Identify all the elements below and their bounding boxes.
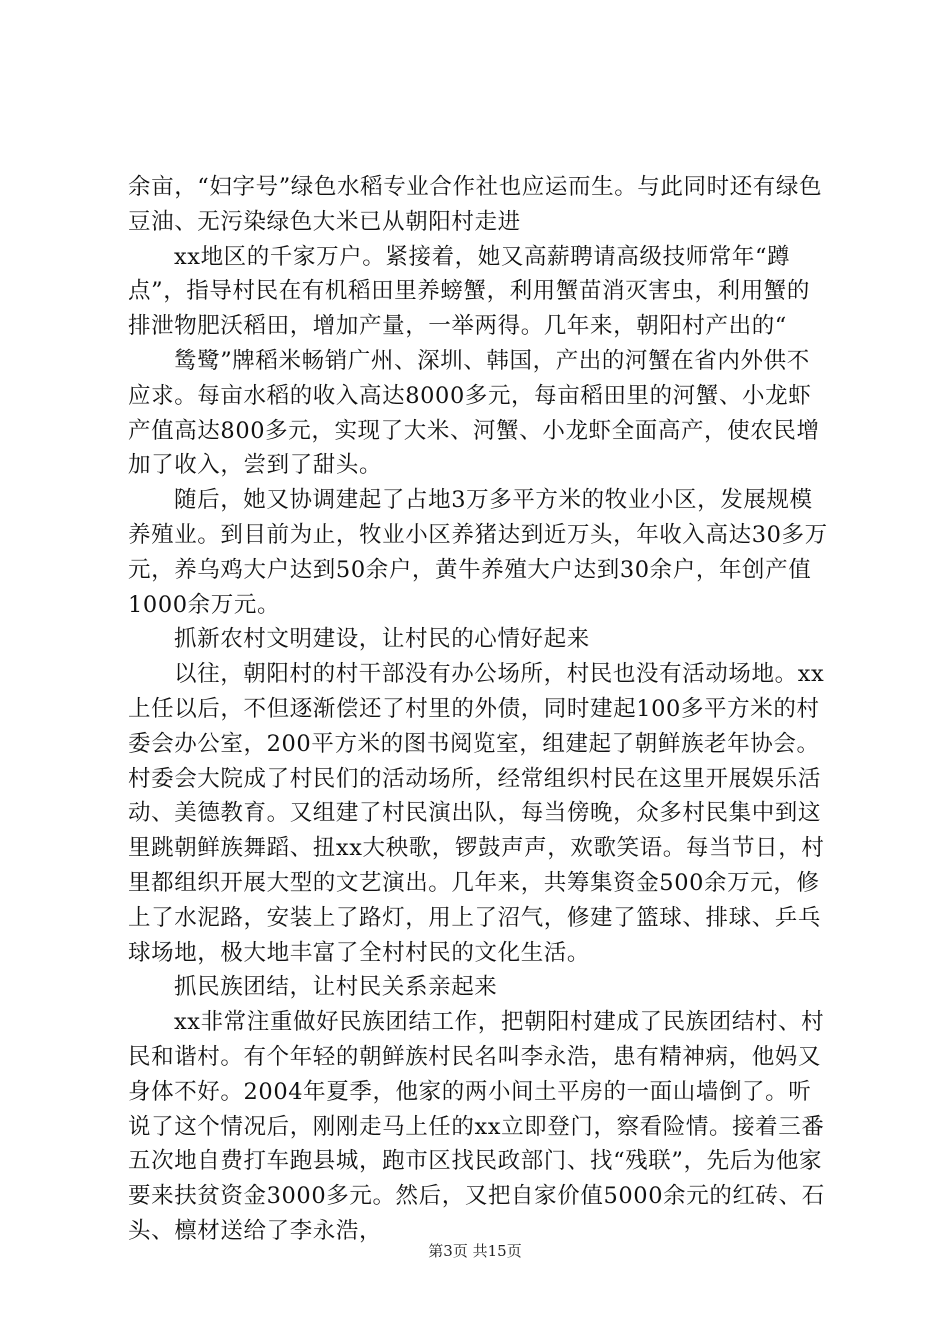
page-number-footer: 第3页 共15页 [428,1242,522,1260]
paragraph-1: 余亩，“妇字号”绿色水稻专业合作社也应运而生。与此同时还有绿色豆油、无污染绿色大米已从朝阳村走进 [128,174,823,235]
paragraph-4: 随后，她又协调建起了占地3万多平方米的牧业小区，发展规模养殖业。到目前为止，牧业小区养猪达到近万头，年收入高达30多万元，养乌鸡大户达到50余户，黄牛养殖大户达到30余户，年创产值1000余万元。 [128,487,828,618]
document-body [128,170,832,1249]
section-heading-unity: 抓民族团结，让村民关系亲起来 [174,974,498,1001]
section-heading-civilization: 抓新农村文明建设，让村民的心情好起来 [174,626,590,653]
paragraph-2: xx地区的千家万户。紧接着，她又高薪聘请高级技师常年“蹲点”，指导村民在有机稻田里养螃蟹，利用蟹苗消灭害虫，利用蟹的排泄物肥沃稻田，增加产量，一举两得。几年来，朝阳村产出的“ [128,243,811,340]
paragraph-8: xx非常注重做好民族团结工作，把朝阳村建成了民族团结村、村民和谐村。有个年轻的朝鲜族村民名叫李永浩，患有精神病，他妈又身体不好。2004年夏季，他家的两小间土平房的一面山墙倒了。听说了这个情况后，刚刚走马上任的xx立即登门，察看险情。接着三番五次地自费打车跑县城，跑市区找民政部门、找“残联”，先后为他家要来扶贫资金3000多元。然后，又把自家价值5000余元的红砖、石头、檩材送给了李永浩， [128,1009,825,1244]
paragraph-6: 以往，朝阳村的村干部没有办公场所，村民也没有活动场地。xx上任以后，不但逐渐偿还了村里的外债，同时建起100多平方米的村委会办公室，200平方米的图书阅览室，组建起了朝鲜族老年协会。村委会大院成了村民们的活动场所，经常组织村民在这里开展娱乐活动、美德教育。又组建了村民演出队，每当傍晚，众多村民集中到这里跳朝鲜族舞蹈、扭xx大秧歌，锣鼓声声，欢歌笑语。每当节日，村里都组织开展大型的文艺演出。几年来，共筹集资金500余万元，修上了水泥路，安装上了路灯，用上了沼气，修建了篮球、排球、乒乓球场地，极大地丰富了全村村民的文化生活。 [128,661,825,966]
paragraph-3: 鸶鹭”牌稻米畅销广州、深圳、韩国，产出的河蟹在省内外供不应求。每亩水稻的收入高达8000多元，每亩稻田里的河蟹、小龙虾产值高达800多元，实现了大米、河蟹、小龙虾全面高产，使农民增加了收入，尝到了甜头。 [128,347,820,479]
